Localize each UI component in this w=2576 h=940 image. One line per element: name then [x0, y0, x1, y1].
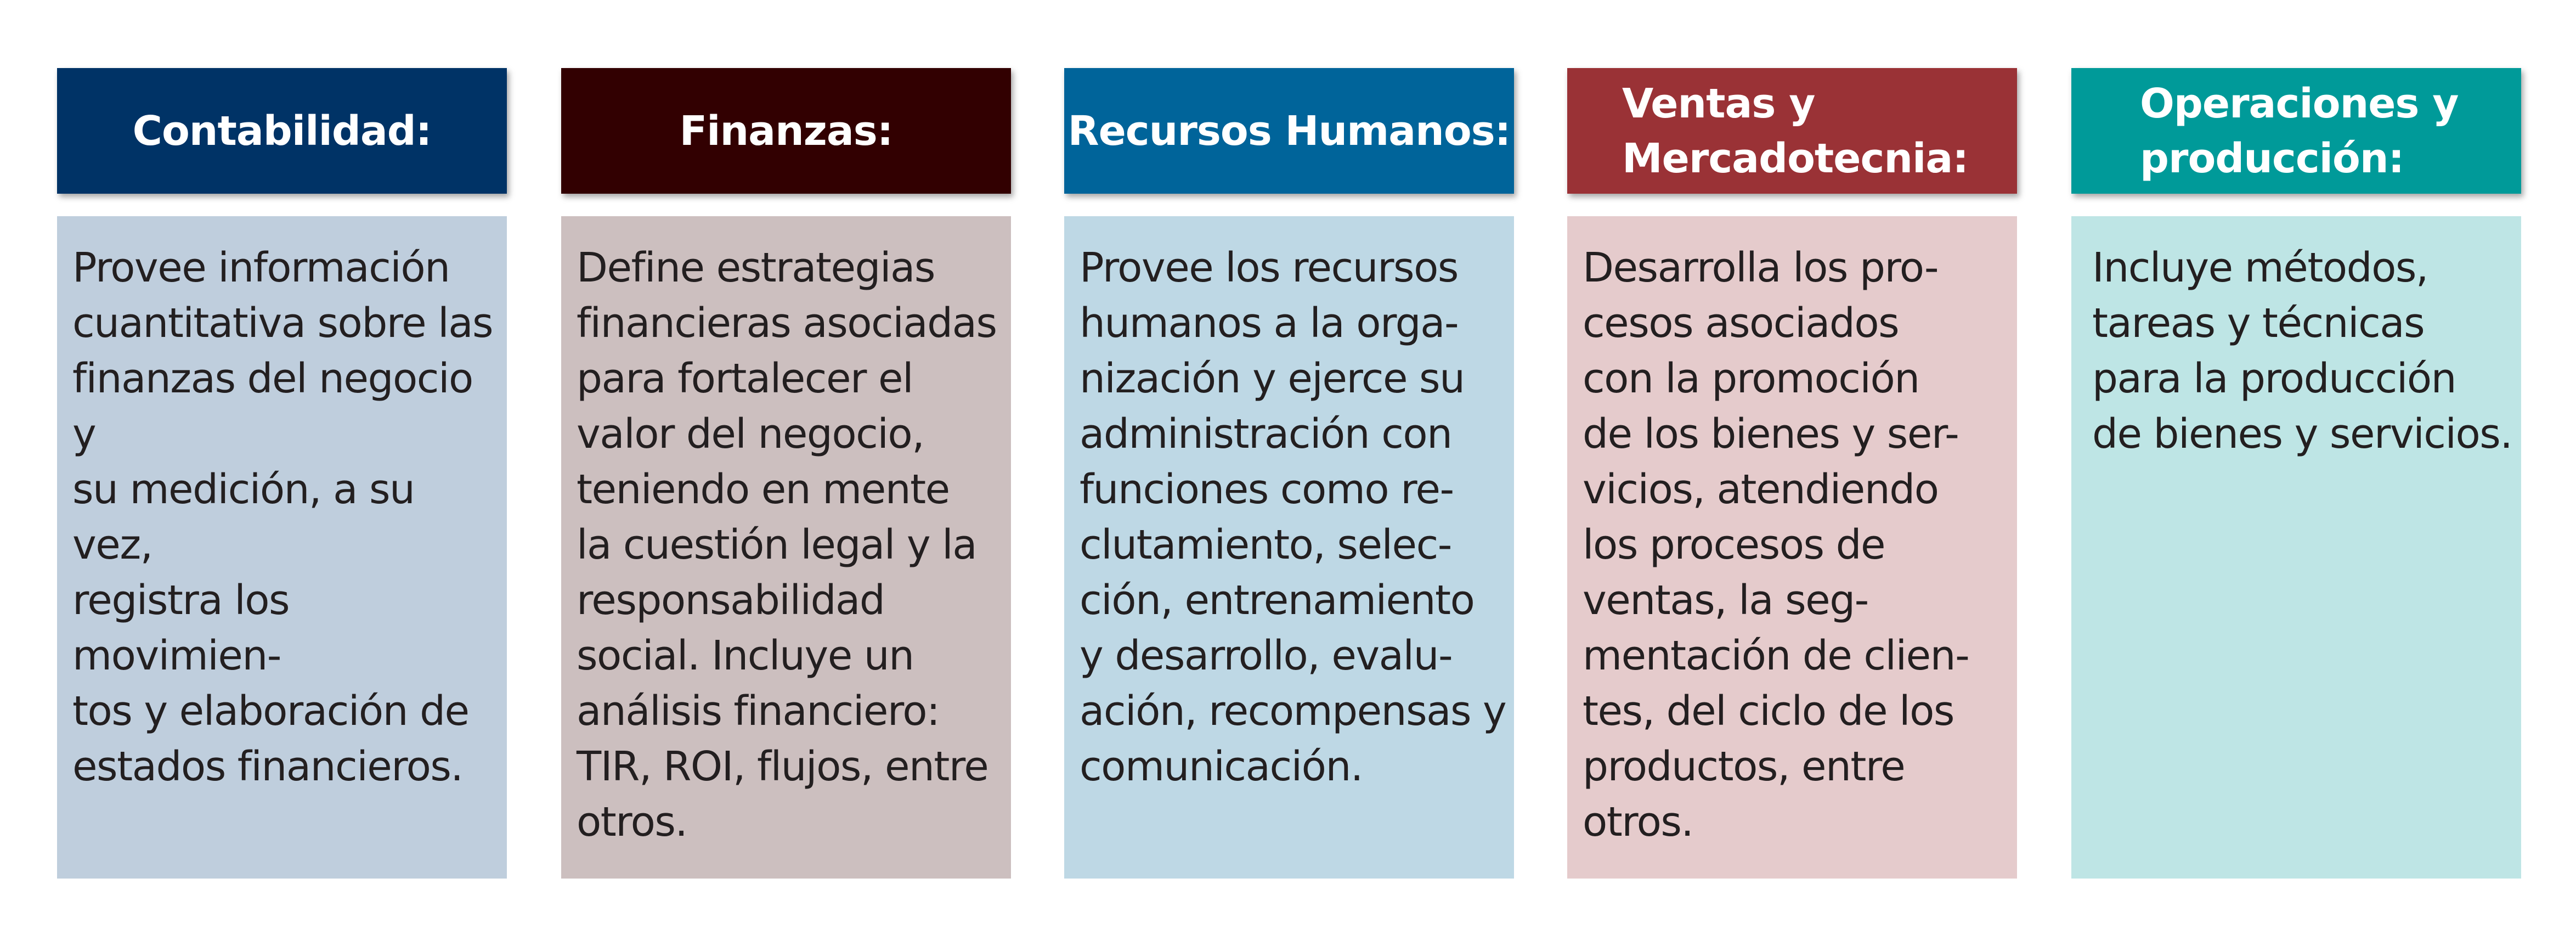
body-contabilidad: Provee información cuantitativa sobre las finanzas del negocio y su medición, a su vez, registra los movimien- tos y elaboración de estados financieros. — [57, 216, 507, 879]
body-recursos-humanos: Provee los recursos humanos a la orga- nización y ejerce su administración con funciones como re- clutamiento, selec- ción, entrenamiento y desarrollo, evalu- ación, recompensas y comunicación. — [1064, 216, 1514, 879]
header-contabilidad — [57, 68, 507, 194]
title-contabilidad: Contabilidad: — [132, 107, 432, 155]
title-recursos-humanos: Recursos Humanos: — [1067, 107, 1511, 155]
header-ventas-mercadotecnia — [1567, 68, 2017, 194]
title-ventas-mercadotecnia: Ventas y Mercadotecnia: — [1622, 80, 1968, 182]
body-ventas-mercadotecnia: Desarrolla los pro- cesos asociados con la promoción de los bienes y ser- vicios, atendiendo los procesos de ventas, la seg- mentación de clien- tes, del ciclo de los productos, entre otros. — [1567, 216, 2017, 879]
header-recursos-humanos — [1064, 68, 1514, 194]
title-finanzas: Finanzas: — [679, 107, 893, 155]
header-finanzas — [561, 68, 1011, 194]
body-finanzas: Define estrategias financieras asociadas para fortalecer el valor del negocio, teniendo en mente la cuestión legal y la responsabilidad social. Incluye un análisis financiero: TIR, ROI, flujos, entre otros. — [561, 216, 1011, 879]
header-operaciones-produccion — [2071, 68, 2521, 194]
body-operaciones-produccion: Incluye métodos, tareas y técnicas para la producción de bienes y servicios. — [2071, 216, 2521, 879]
title-operaciones-produccion: Operaciones y producción: — [2140, 80, 2459, 182]
